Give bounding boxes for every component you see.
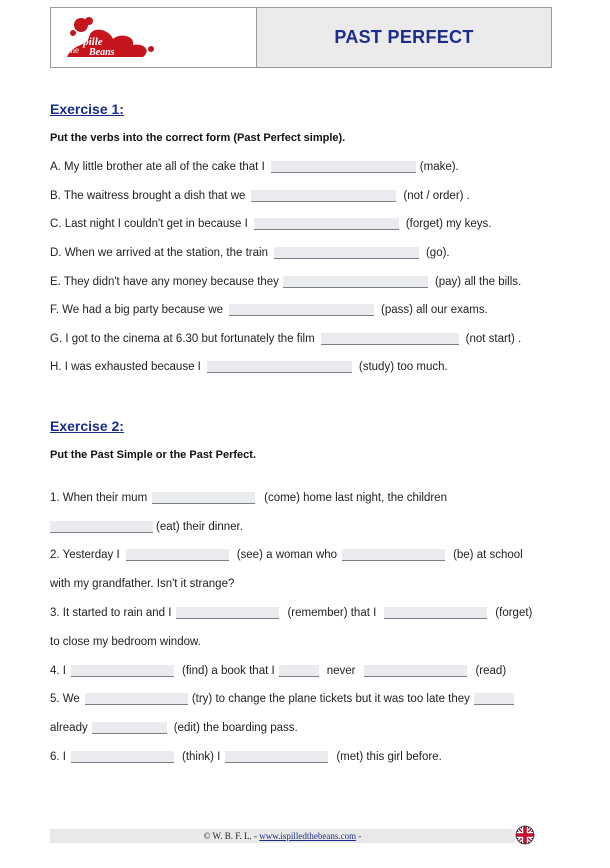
item-verb: (make). [419,161,459,173]
item-text: E. They didn't have any money because they [50,276,279,288]
answer-blank[interactable] [342,549,445,561]
answer-blank[interactable] [126,549,229,561]
line-text: (edit) the boarding pass. [173,722,298,734]
page-title: PAST PERFECT [257,8,551,67]
exercise1-item [50,273,521,291]
answer-blank[interactable] [283,276,428,288]
exercise2-line [50,633,201,651]
line-text: 4. I [50,665,66,677]
item-verb: (go). [425,247,450,259]
exercise1-instruction: Put the verbs into the correct form (Past Perfect simple). [50,132,346,144]
item-verb: (forget) my keys. [405,218,492,230]
line-text: 1. When their mum [50,492,148,504]
answer-blank[interactable] [384,607,487,619]
exercise2-title: Exercise 2: [50,418,124,434]
exercise2-line [50,604,532,622]
logo-box [51,8,257,67]
footer-website-link[interactable]: www.ispilledthebeans.com [259,831,357,841]
item-text: H. I was exhausted because I [50,361,201,373]
answer-blank[interactable] [85,693,188,705]
item-text: A. My little brother ate all of the cake that I [50,161,265,173]
line-text: (met) this girl before. [336,751,442,763]
answer-blank[interactable] [274,247,419,259]
line-text: (come) home last night, the children [264,492,447,504]
exercise1-item [50,158,459,176]
exercise2-line [50,546,523,564]
item-verb: (study) too much. [358,361,448,373]
line-text: (try) to change the plane tickets but it was too late they [191,693,470,705]
exercise2-line [50,690,514,708]
answer-blank[interactable] [251,190,396,202]
exercise2-line [50,518,243,536]
item-verb: (not start) . [465,333,522,345]
line-text: (see) a woman who [236,549,338,561]
answer-blank[interactable] [279,665,319,677]
exercise2-line [50,748,442,766]
answer-blank[interactable] [271,161,416,173]
item-text: C. Last night I couldn't get in because I [50,218,248,230]
exercise1-item [50,187,470,205]
item-text: F. We had a big party because we [50,304,224,316]
item-verb: (pass) all our exams. [381,304,488,316]
answer-blank[interactable] [229,304,374,316]
answer-blank[interactable] [176,607,279,619]
exercise1-item [50,358,448,376]
answer-blank[interactable] [50,521,153,533]
answer-blank[interactable] [152,492,255,504]
item-verb: (pay) all the bills. [434,276,522,288]
exercise1-item [50,301,488,319]
svg-text:the: the [68,45,79,55]
footer-suffix: - [356,831,362,841]
answer-blank[interactable] [254,218,399,230]
line-text: (remember) that I [287,607,377,619]
answer-blank[interactable] [71,665,174,677]
line-text: already [50,722,88,734]
line-text: 3. It started to rain and I [50,607,172,619]
exercise2-line [50,489,447,507]
line-text: 5. We [50,693,80,705]
line-text: to close my bedroom window. [50,636,201,648]
answer-blank[interactable] [92,722,167,734]
item-verb: (not / order) . [403,190,470,202]
answer-blank[interactable] [321,333,459,345]
spilled-beans-logo [59,13,177,61]
exercise1-item [50,244,450,262]
line-text: (be) at school [453,549,523,561]
item-text: B. The waitress brought a dish that we [50,190,246,202]
answer-blank[interactable] [71,751,174,763]
exercise2-instruction: Put the Past Simple or the Past Perfect. [50,449,257,461]
line-text: 6. I [50,751,66,763]
line-text: 2. Yesterday I [50,549,120,561]
line-text: (find) a book that I [181,665,275,677]
item-text: G. I got to the cinema at 6.30 but fortunately the film [50,333,315,345]
item-text: D. When we arrived at the station, the train [50,247,268,259]
line-text: (read) [475,665,507,677]
exercise2-line [50,575,234,593]
line-text: never [326,665,356,677]
exercise1-item [50,330,521,348]
svg-text:Beans: Beans [89,47,115,58]
footer [50,829,515,843]
svg-text:Spille: Spille [77,36,103,48]
worksheet-header [50,7,552,68]
exercise2-line [50,662,506,680]
line-text: (eat) their dinner. [156,521,243,533]
exercise1-item [50,215,491,233]
line-text: (think) I [181,751,221,763]
uk-flag-icon [515,825,535,845]
exercise2-line [50,719,298,737]
line-text: with my grandfather. Isn't it strange? [50,578,235,590]
answer-blank[interactable] [207,361,352,373]
exercise1-title: Exercise 1: [50,101,124,117]
footer-copyright: © W. B. F. L. - [203,831,260,841]
answer-blank[interactable] [474,693,514,705]
answer-blank[interactable] [364,665,467,677]
answer-blank[interactable] [225,751,328,763]
line-text: (forget) [495,607,533,619]
